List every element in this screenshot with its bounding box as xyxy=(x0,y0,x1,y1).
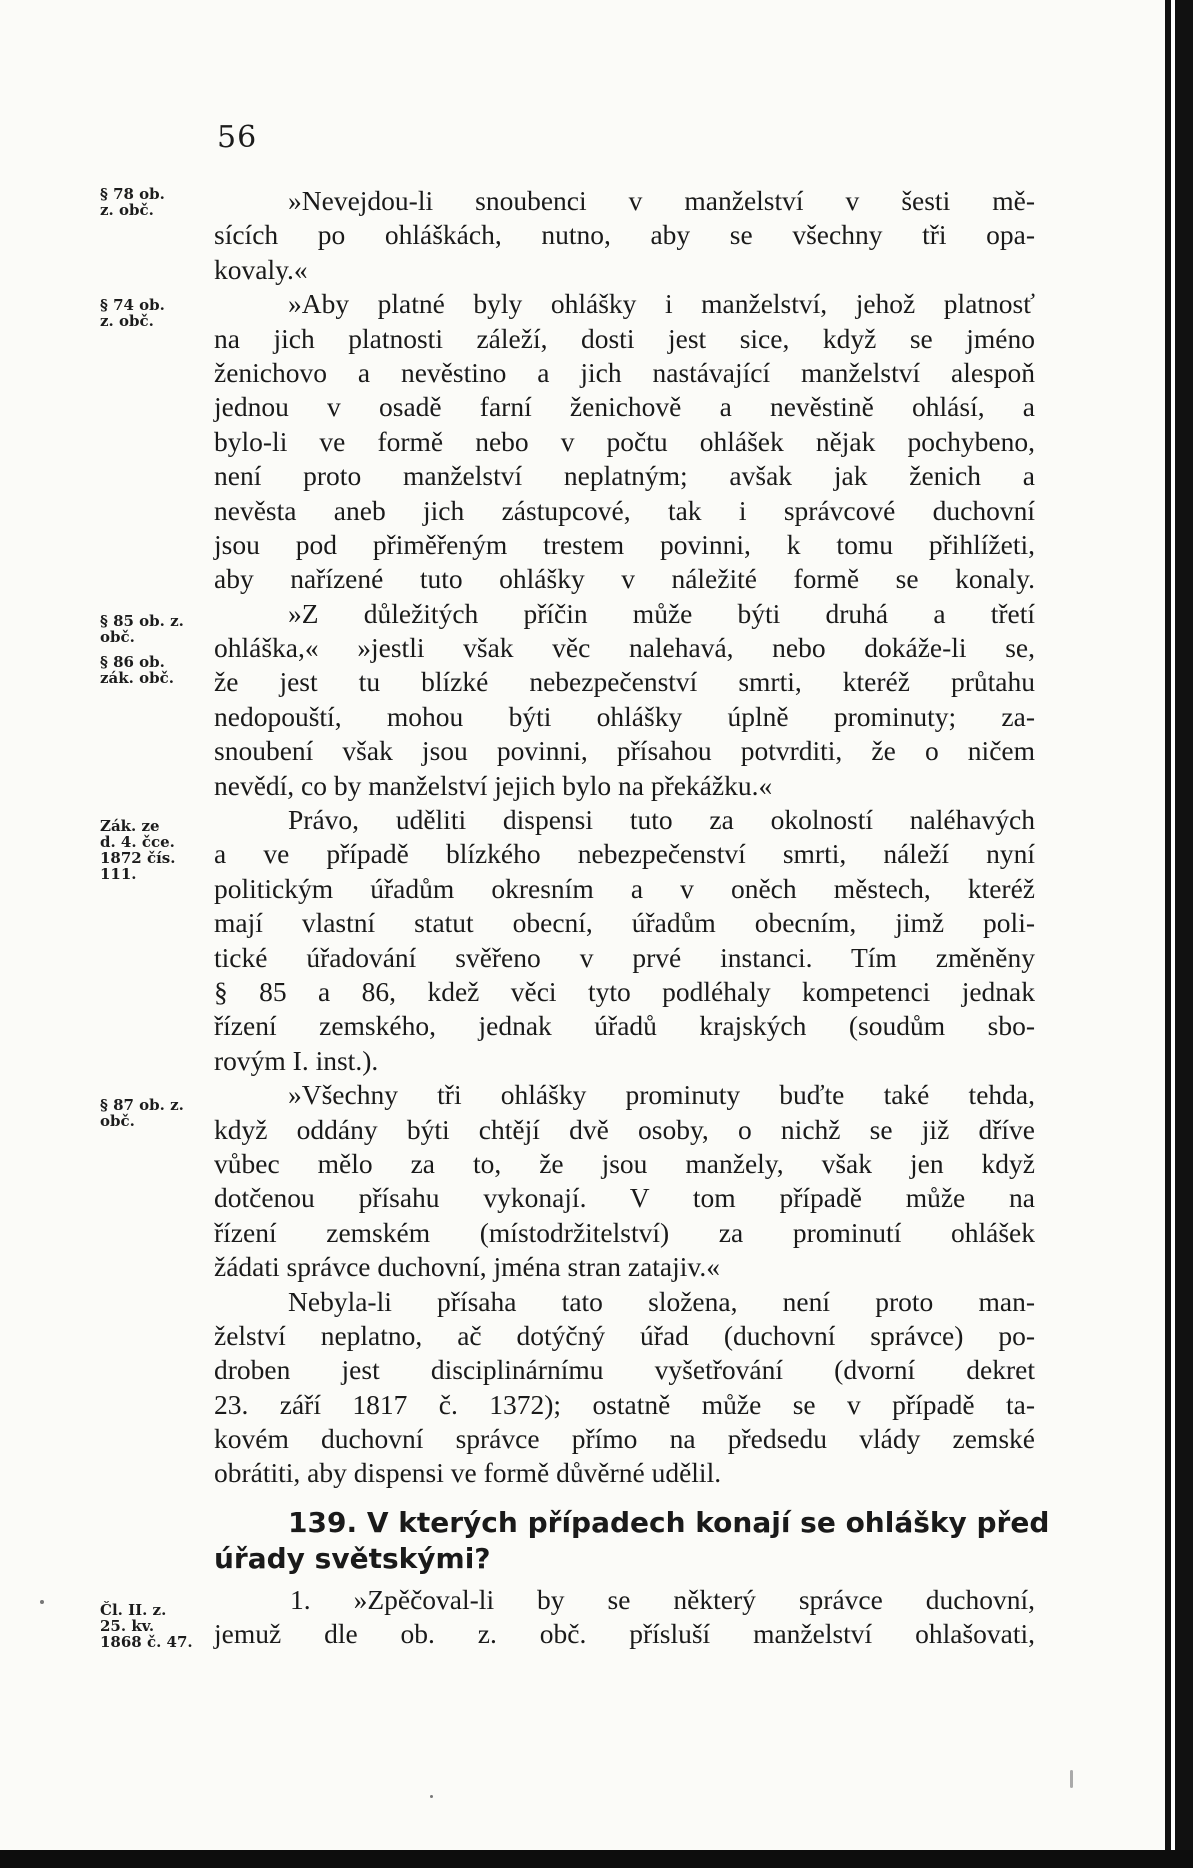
text-line: aby nařízené tuto ohlášky v náležité formě se konaly. xyxy=(214,563,1035,595)
body-text xyxy=(214,184,1050,1652)
margin-note-line: obč. xyxy=(100,1112,135,1130)
margin-note-line: z. obč. xyxy=(100,201,154,219)
text-line: ženichovo a nevěstino a jich nastávající manželství alespoň xyxy=(214,356,1035,388)
text-line: kovém duchovní správce přímo na předsedu vlády zemské xyxy=(214,1423,1035,1455)
text-line: není proto manželství neplatným; avšak jak ženich a xyxy=(214,460,1035,492)
text-line: politickým úřadům okresním a v oněch městech, kteréž xyxy=(214,872,1035,904)
text-line: na jich platnosti záleží, dosti jest sice, když se jméno xyxy=(214,322,1035,354)
scan-speck xyxy=(430,1795,433,1798)
text-line: vůbec mělo za to, že jsou manžely, však jen když xyxy=(214,1147,1035,1179)
margin-note xyxy=(100,186,218,218)
text-line: »Aby platné byly ohlášky i manželství, jehož platnosť xyxy=(288,288,1035,320)
text-line: nevědí, co by manželství jejich bylo na překážku.« xyxy=(214,769,773,801)
margin-note-line: 25. kv. xyxy=(100,1617,155,1635)
text-line: želství neplatno, ač dotýčný úřad (duchovní správce) po- xyxy=(214,1319,1035,1351)
text-line: Nebyla-li přísaha tato složena, není proto man- xyxy=(288,1285,1035,1317)
margin-note-line: § 86 ob. xyxy=(100,653,165,671)
text-line: a ve případě blízkého nebezpečenství smrti, náleží nyní xyxy=(214,838,1035,870)
margin-note xyxy=(100,1097,218,1129)
text-line: droben jest disciplinárnímu vyšetřování (dvorní dekret xyxy=(214,1354,1035,1386)
margin-note xyxy=(100,297,218,329)
margin-note-line: § 85 ob. z. xyxy=(100,612,184,630)
text-line: rovým I. inst.). xyxy=(214,1044,379,1076)
text-line: bylo-li ve formě nebo v počtu ohlášek nějak pochybeno, xyxy=(214,425,1035,457)
margin-note-line: 1872 čís. xyxy=(100,849,176,867)
margin-note-line: 111. xyxy=(100,865,137,883)
text-line: snoubení však jsou povinni, přísahou potvrditi, že o ničem xyxy=(214,735,1035,767)
text-line: obrátiti, aby dispensi ve formě důvěrné udělil. xyxy=(214,1457,722,1489)
margin-note-line: 1868 č. 47. xyxy=(100,1633,193,1651)
text-line: že jest tu blízké nebezpečenství smrti, kteréž průtahu xyxy=(214,666,1035,698)
scan-speck xyxy=(1070,1770,1073,1788)
page-number: 56 xyxy=(217,120,258,155)
section-heading: úřady světskými? xyxy=(214,1541,491,1575)
text-line: dotčenou přísahu vykonají. V tom případě může na xyxy=(214,1182,1035,1214)
text-line: »Všechny tři ohlášky prominuty buďte také tehda, xyxy=(288,1079,1035,1111)
margin-note-line: Čl. II. z. xyxy=(100,1601,167,1619)
margin-note-line: Zák. ze xyxy=(100,817,160,835)
text-line: žádati správce duchovní, jména stran zatajiv.« xyxy=(214,1251,720,1283)
text-line: řízení zemského, jednak úřadů krajských (soudům sbo- xyxy=(214,1010,1035,1042)
scan-edge-right xyxy=(1165,0,1193,1868)
text-line: jednou v osadě farní ženichově a nevěstině ohlásí, a xyxy=(214,391,1035,423)
margin-note-line: obč. xyxy=(100,628,135,646)
text-line: Právo, uděliti dispensi tuto za okolností naléhavých xyxy=(288,804,1035,836)
scan-speck xyxy=(40,1600,44,1604)
margin-note-line: § 78 ob. xyxy=(100,185,165,203)
text-line: jemuž dle ob. z. obč. přísluší manželství ohlašovati, xyxy=(214,1618,1035,1650)
text-line: když oddány býti chtějí dvě osoby, o nichž se již dříve xyxy=(214,1113,1035,1145)
margin-note xyxy=(100,818,218,882)
text-line: řízení zemském (místodržitelství) za prominutí ohlášek xyxy=(214,1216,1035,1248)
text-line: mají vlastní statut obecní, úřadům obecním, jimž poli- xyxy=(214,907,1035,939)
text-line: ohláška,« »jestli však věc nalehavá, nebo dokáže-li se, xyxy=(214,632,1035,664)
margin-note-line: z. obč. xyxy=(100,312,154,330)
text-line: sících po ohláškách, nutno, aby se všechny tři opa- xyxy=(214,219,1035,251)
text-line: nevěsta aneb jich zástupcové, tak i správcové duchovní xyxy=(214,494,1035,526)
text-line: »Nevejdou-li snoubenci v manželství v šesti mě- xyxy=(288,185,1035,216)
margin-note-line: § 74 ob. xyxy=(100,296,165,314)
page-edge-line xyxy=(1171,0,1175,1868)
text-line: tické úřadování svěřeno v prvé instanci. Tím změněny xyxy=(214,941,1035,973)
text-line: »Z důležitých příčin může býti druhá a třetí xyxy=(288,597,1035,629)
margin-note xyxy=(100,1602,218,1650)
section-heading: 139. V kterých případech konají se ohlášky před xyxy=(288,1505,1050,1539)
margin-note-line: zák. obč. xyxy=(100,669,174,687)
scan-edge-bottom xyxy=(0,1850,1193,1868)
text-line: jsou pod přiměřeným trestem povinni, k tomu přihlížeti, xyxy=(214,528,1035,560)
margin-note-line: d. 4. čce. xyxy=(100,833,175,851)
text-line: § 85 a 86, kdež věci tyto podléhaly kompetenci jednak xyxy=(214,975,1035,1007)
margin-note-line: § 87 ob. z. xyxy=(100,1096,184,1114)
margin-note xyxy=(100,613,218,645)
text-line: nedopouští, mohou býti ohlášky úplně prominuty; za- xyxy=(214,700,1035,732)
text-line: 23. září 1817 č. 1372); ostatně může se v případě ta- xyxy=(214,1388,1035,1420)
text-line: 1. »Zpěčoval-li by se některý správce duchovní, xyxy=(290,1583,1035,1615)
margin-note xyxy=(100,654,218,686)
text-line: kovaly.« xyxy=(214,253,308,285)
